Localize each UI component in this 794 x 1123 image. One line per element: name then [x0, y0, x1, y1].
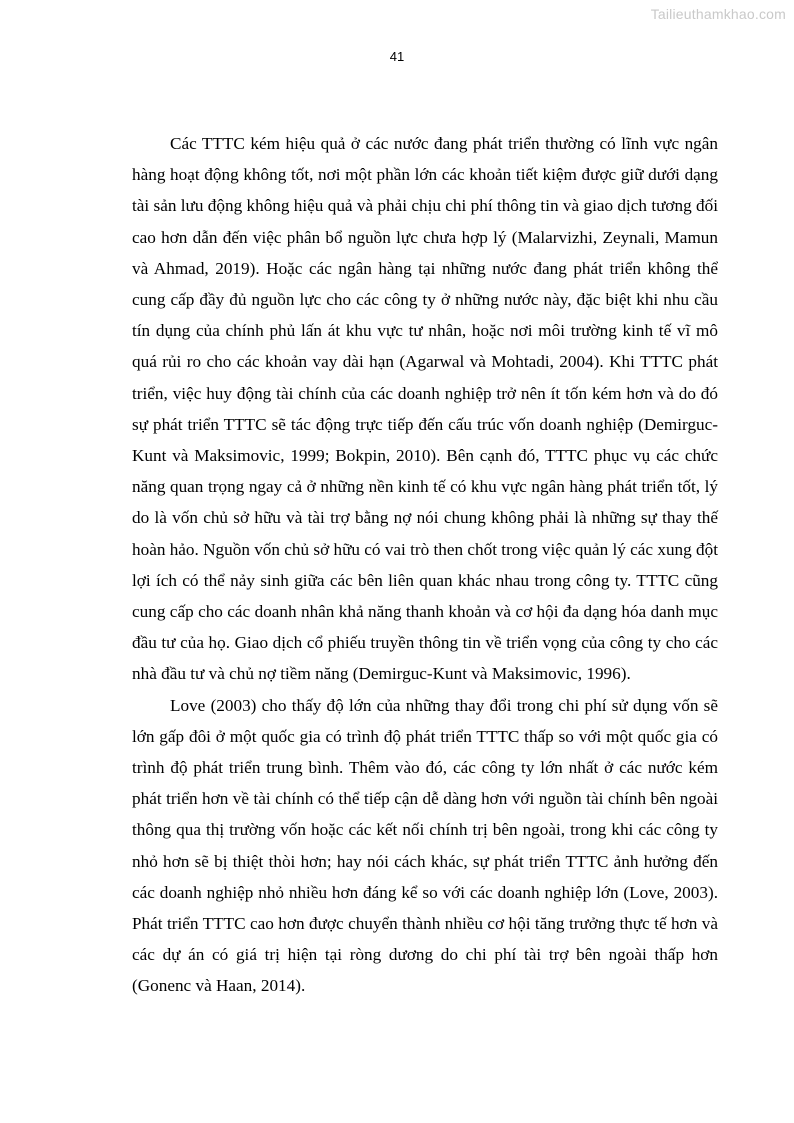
page-number: 41 [389, 49, 405, 64]
document-body [132, 128, 718, 1002]
body-paragraph: Love (2003) cho thấy độ lớn của những thay đổi trong chi phí sử dụng vốn sẽ lớn gấp đôi ở một quốc gia có trình độ phát triển TTTC thấp so với một quốc gia có trình độ phát triển trung bình. Thêm vào đó, các công ty lớn nhất ở các nước kém phát triển hơn về tài chính có thể tiếp cận dễ dàng hơn với nguồn tài chính bên ngoài thông qua thị trường vốn hoặc các kết nối chính trị bên ngoài, trong khi các công ty nhỏ hơn sẽ bị thiệt thòi hơn; hay nói cách khác, sự phát triển TTTC ảnh hưởng đến các doanh nghiệp nhỏ nhiều hơn đáng kể so với các doanh nghiệp lớn (Love, 2003). Phát triển TTTC cao hơn được chuyển thành nhiều cơ hội tăng trưởng thực tế hơn và các dự án có giá trị hiện tại ròng dương do chi phí tài trợ bên ngoài thấp hơn (Gonenc và Haan, 2014). [132, 695, 718, 996]
body-paragraph: Các TTTC kém hiệu quả ở các nước đang phát triển thường có lĩnh vực ngân hàng hoạt động không tốt, nơi một phần lớn các khoản tiết kiệm được giữ dưới dạng tài sản lưu động không hiệu quả và phải chịu chi phí thông tin và giao dịch tương đối cao hơn dẫn đến việc phân bổ nguồn lực chưa hợp lý (Malarvizhi, Zeynali, Mamun và Ahmad, 2019). Hoặc các ngân hàng tại những nước đang phát triển không thể cung cấp đầy đủ nguồn lực cho các công ty ở những nước này, đặc biệt khi nhu cầu tín dụng của chính phủ lấn át khu vực tư nhân, hoặc nơi môi trường kinh tế vĩ mô quá rủi ro cho các khoản vay dài hạn (Agarwal và Mohtadi, 2004). Khi TTTC phát triển, việc huy động tài chính của các doanh nghiệp trở nên ít tốn kém hơn và do đó sự phát triển TTTC sẽ tác động trực tiếp đến cấu trúc vốn doanh nghiệp (Demirguc-Kunt và Maksimovic, 1999; Bokpin, 2010). Bên cạnh đó, TTTC phục vụ các chức năng quan trọng ngay cả ở những nền kinh tế có khu vực ngân hàng phát triển tốt, lý do là vốn chủ sở hữu và tài trợ bằng nợ nói chung không phải là những sự thay thế hoàn hảo. Nguồn vốn chủ sở hữu có vai trò then chốt trong việc quản lý các xung đột lợi ích có thể nảy sinh giữa các bên liên quan khác nhau trong công ty. TTTC cũng cung cấp cho các doanh nhân khả năng thanh khoản và cơ hội đa dạng hóa danh mục đầu tư của họ. Giao dịch cổ phiếu truyền thông tin về triển vọng của công ty cho các nhà đầu tư và chủ nợ tiềm năng (Demirguc-Kunt và Maksimovic, 1996). [132, 134, 718, 684]
site-watermark: Tailieuthamkhao.com [650, 6, 786, 22]
